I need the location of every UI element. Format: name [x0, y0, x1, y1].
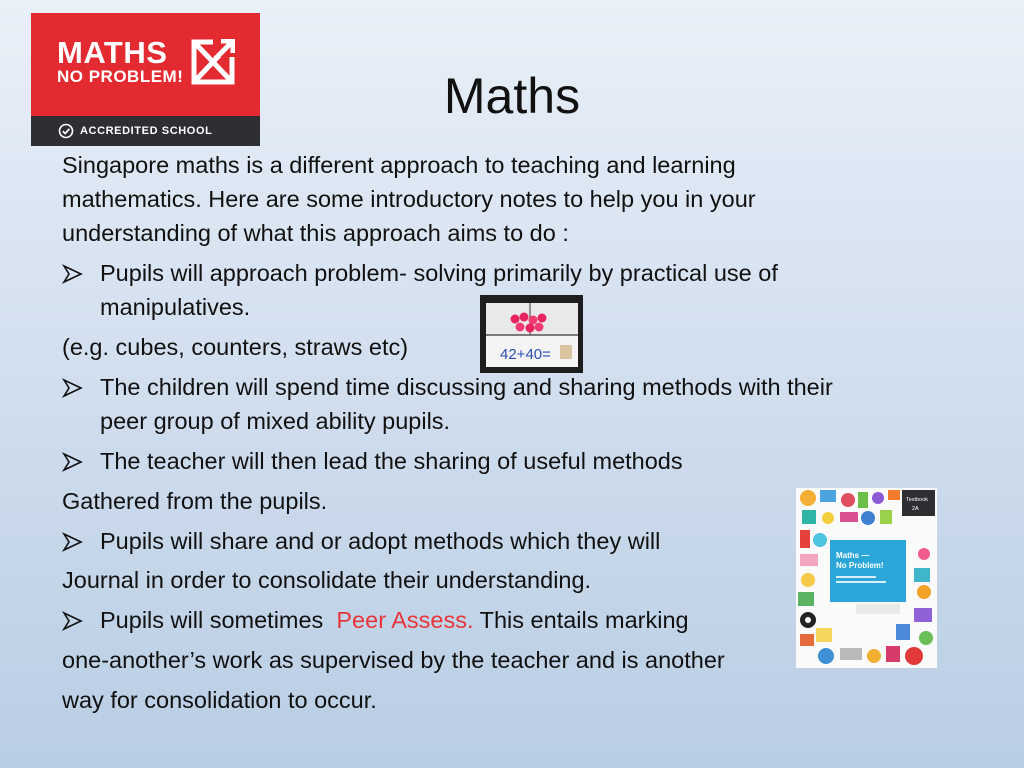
example-line: (e.g. cubes, counters, straws etc) [62, 334, 409, 360]
maths-no-problem-textbook-cover [796, 488, 937, 668]
body-line: Journal in order to consolidate their understanding. [62, 567, 592, 593]
body-line: Gathered from the pupils. [62, 488, 328, 514]
whiteboard-drawing [480, 295, 583, 373]
logo-wordmark-maths: MATHS [57, 35, 168, 70]
logo-red-panel [31, 13, 260, 116]
page-title: Maths [443, 68, 581, 124]
logo-wordmark-no-problem: NO PROBLEM! [57, 67, 184, 86]
body-line: one-another’s work as supervised by the teacher and is another [62, 647, 725, 673]
arrow-bullet-icon [62, 531, 84, 553]
bullet-text-part: This entails marking [473, 607, 689, 633]
bullet-text: Pupils will approach problem- solving primarily by practical use of [100, 260, 778, 286]
book-title-line2: No Problem! [836, 561, 884, 570]
bullet-text: Pupils will share and or adopt methods which they will [100, 528, 661, 554]
arrow-bullet-icon [62, 377, 84, 399]
bullet-text [100, 603, 689, 638]
intro-line: understanding of what this approach aims to do : [62, 220, 569, 246]
accredited-school-label: ACCREDITED SCHOOL [80, 125, 213, 137]
logo-envelope-icon [191, 39, 235, 85]
check-circle-icon [58, 123, 74, 139]
body-line: way for consolidation to occur. [62, 687, 377, 713]
peer-assess-highlight: Peer Assess. [336, 607, 474, 633]
bullet-text: manipulatives. [100, 294, 251, 320]
maths-no-problem-logo [31, 13, 260, 146]
book-title-line1: Maths — [836, 551, 870, 560]
bullet-text: The children will spend time discussing and sharing methods with their [100, 374, 833, 400]
equation-text: 42+40= [500, 346, 551, 363]
book-corner-level: 2A [912, 506, 919, 512]
intro-line: Singapore maths is a different approach to teaching and learning [62, 152, 736, 178]
arrow-bullet-icon [62, 451, 84, 473]
logo-badge-strip [31, 116, 260, 146]
textbook-illustration [796, 488, 937, 668]
bullet-text-part: Pupils will sometimes [100, 607, 337, 633]
book-corner-label: Textbook [906, 497, 929, 503]
whiteboard-counters-photo [480, 295, 583, 373]
arrow-bullet-icon [62, 610, 84, 632]
intro-line: mathematics. Here are some introductory notes to help you in your [62, 186, 756, 212]
bullet-text: The teacher will then lead the sharing of useful methods [100, 448, 683, 474]
arrow-bullet-icon [62, 263, 84, 285]
bullet-text: peer group of mixed ability pupils. [100, 408, 451, 434]
